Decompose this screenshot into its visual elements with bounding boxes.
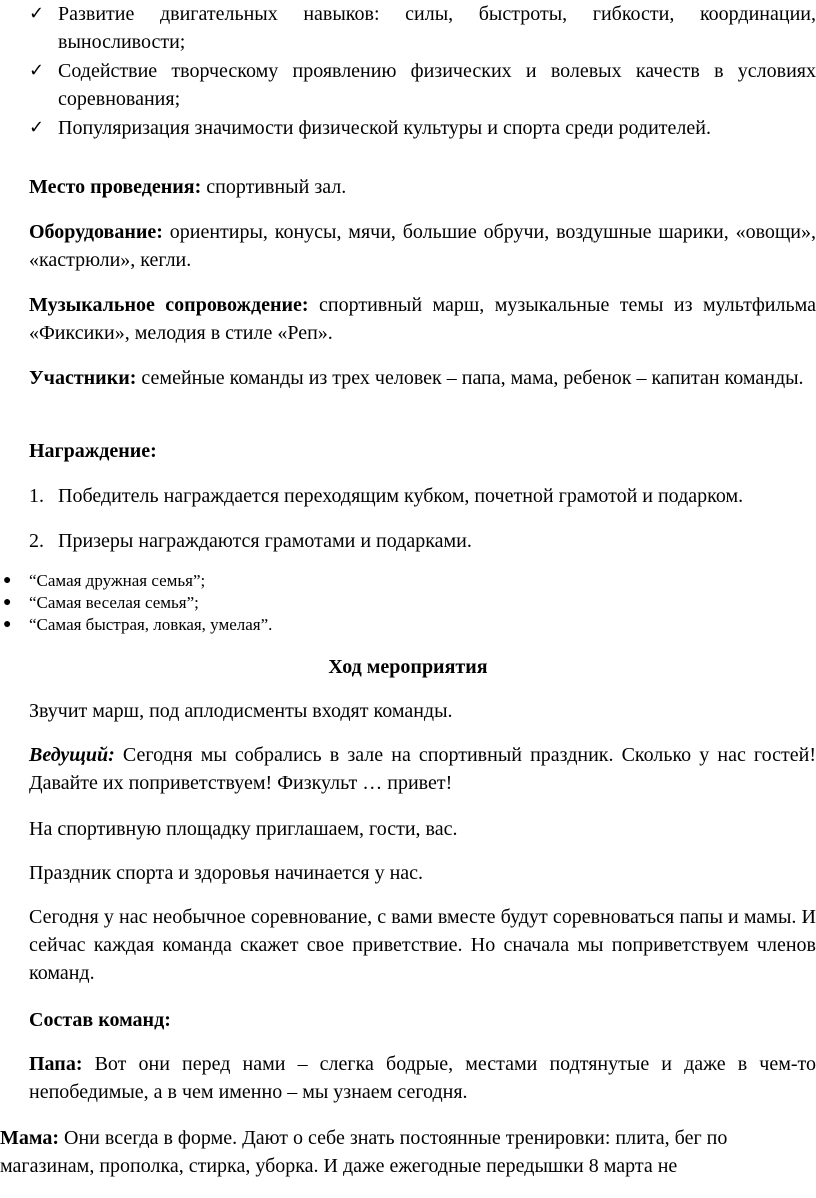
- intro-paragraph: Сегодня у нас необычное соревнование, с вами вместе будут соревноваться папы и мамы. И сейчас каждая команда скажет свое приветствие. Но сначала мы поприветствуем членов команд.: [29, 906, 816, 984]
- equipment-text: ориентиры, конусы, мячи, большие обручи, воздушные шарики, «овощи», «кастрюли», кегли.: [29, 221, 816, 271]
- participants-label: Участники:: [29, 367, 137, 389]
- mom-paragraph: [0, 1124, 800, 1180]
- host-text: Сегодня мы собрались в зале на спортивный праздник. Сколько у нас гостей! Давайте их поприветствуем! Физкульт … привет!: [29, 744, 816, 794]
- award-item: Победитель награждается переходящим кубком, почетной грамотой и подарком.: [58, 485, 744, 507]
- music-label: Музыкальное сопровождение:: [29, 294, 309, 316]
- participants-paragraph: [29, 364, 816, 392]
- music-text: спортивный марш, музыкальные темы из мультфильма «Фиксики», мелодия в стиле «Реп».: [29, 294, 816, 344]
- bullet-icon: ●: [3, 573, 12, 588]
- checkmark-icon: ✓: [29, 3, 45, 24]
- dad-label: Папа:: [29, 1053, 83, 1075]
- goal-item: Содействие творческому проявлению физических и волевых качеств в условиях соревнования;: [58, 60, 816, 110]
- place-paragraph: [29, 173, 816, 201]
- checkmark-icon: ✓: [29, 60, 45, 81]
- music-paragraph: [29, 291, 816, 347]
- bullet-icon: ●: [3, 595, 12, 610]
- dad-paragraph: [29, 1050, 816, 1106]
- host-label: Ведущий:: [29, 744, 115, 766]
- checkmark-icon: ✓: [29, 117, 45, 138]
- participants-text: семейные команды из трех человек – папа, мама, ребенок – капитан команды.: [136, 367, 804, 389]
- nomination-item: “Самая быстрая, ловкая, умелая”.: [29, 615, 273, 634]
- section-title: Ход мероприятия: [328, 656, 488, 678]
- nomination-item: “Самая веселая семья”;: [29, 593, 199, 612]
- place-label: Место проведения:: [29, 176, 202, 198]
- award-item: Призеры награждаются грамотами и подарками.: [58, 530, 472, 552]
- dad-text: Вот они перед нами – слегка бодрые, местами подтянутые и даже в чем-то непобедимые, а в чем именно – мы узнаем сегодня.: [29, 1053, 816, 1103]
- verse-line: На спортивную площадку приглашаем, гости, вас.: [29, 818, 458, 840]
- mom-text: Они всегда в форме. Дают о себе знать постоянные тренировки: плита, бег по магазинам, прополка, стирка, уборка. И даже ежегодные передышки 8 марта не: [0, 1127, 728, 1177]
- list-number: 1.: [29, 485, 44, 507]
- mom-label: Мама:: [0, 1127, 60, 1149]
- bullet-icon: ●: [3, 617, 12, 632]
- nomination-item: “Самая дружная семья”;: [29, 571, 206, 590]
- host-paragraph: [29, 741, 816, 797]
- verse-line: Праздник спорта и здоровья начинается у нас.: [29, 862, 424, 884]
- teams-heading: Состав команд:: [29, 1009, 171, 1031]
- goal-item: Популяризация значимости физической культуры и спорта среди родителей.: [58, 117, 711, 139]
- equipment-label: Оборудование:: [29, 221, 163, 243]
- equipment-paragraph: [29, 218, 816, 274]
- place-text: спортивный зал.: [201, 176, 347, 198]
- award-heading: Награждение:: [29, 440, 157, 462]
- list-number: 2.: [29, 530, 44, 552]
- march-paragraph: Звучит марш, под аплодисменты входят команды.: [29, 700, 453, 722]
- goal-item: Развитие двигательных навыков: силы, быстроты, гибкости, координации, выносливости;: [58, 3, 816, 53]
